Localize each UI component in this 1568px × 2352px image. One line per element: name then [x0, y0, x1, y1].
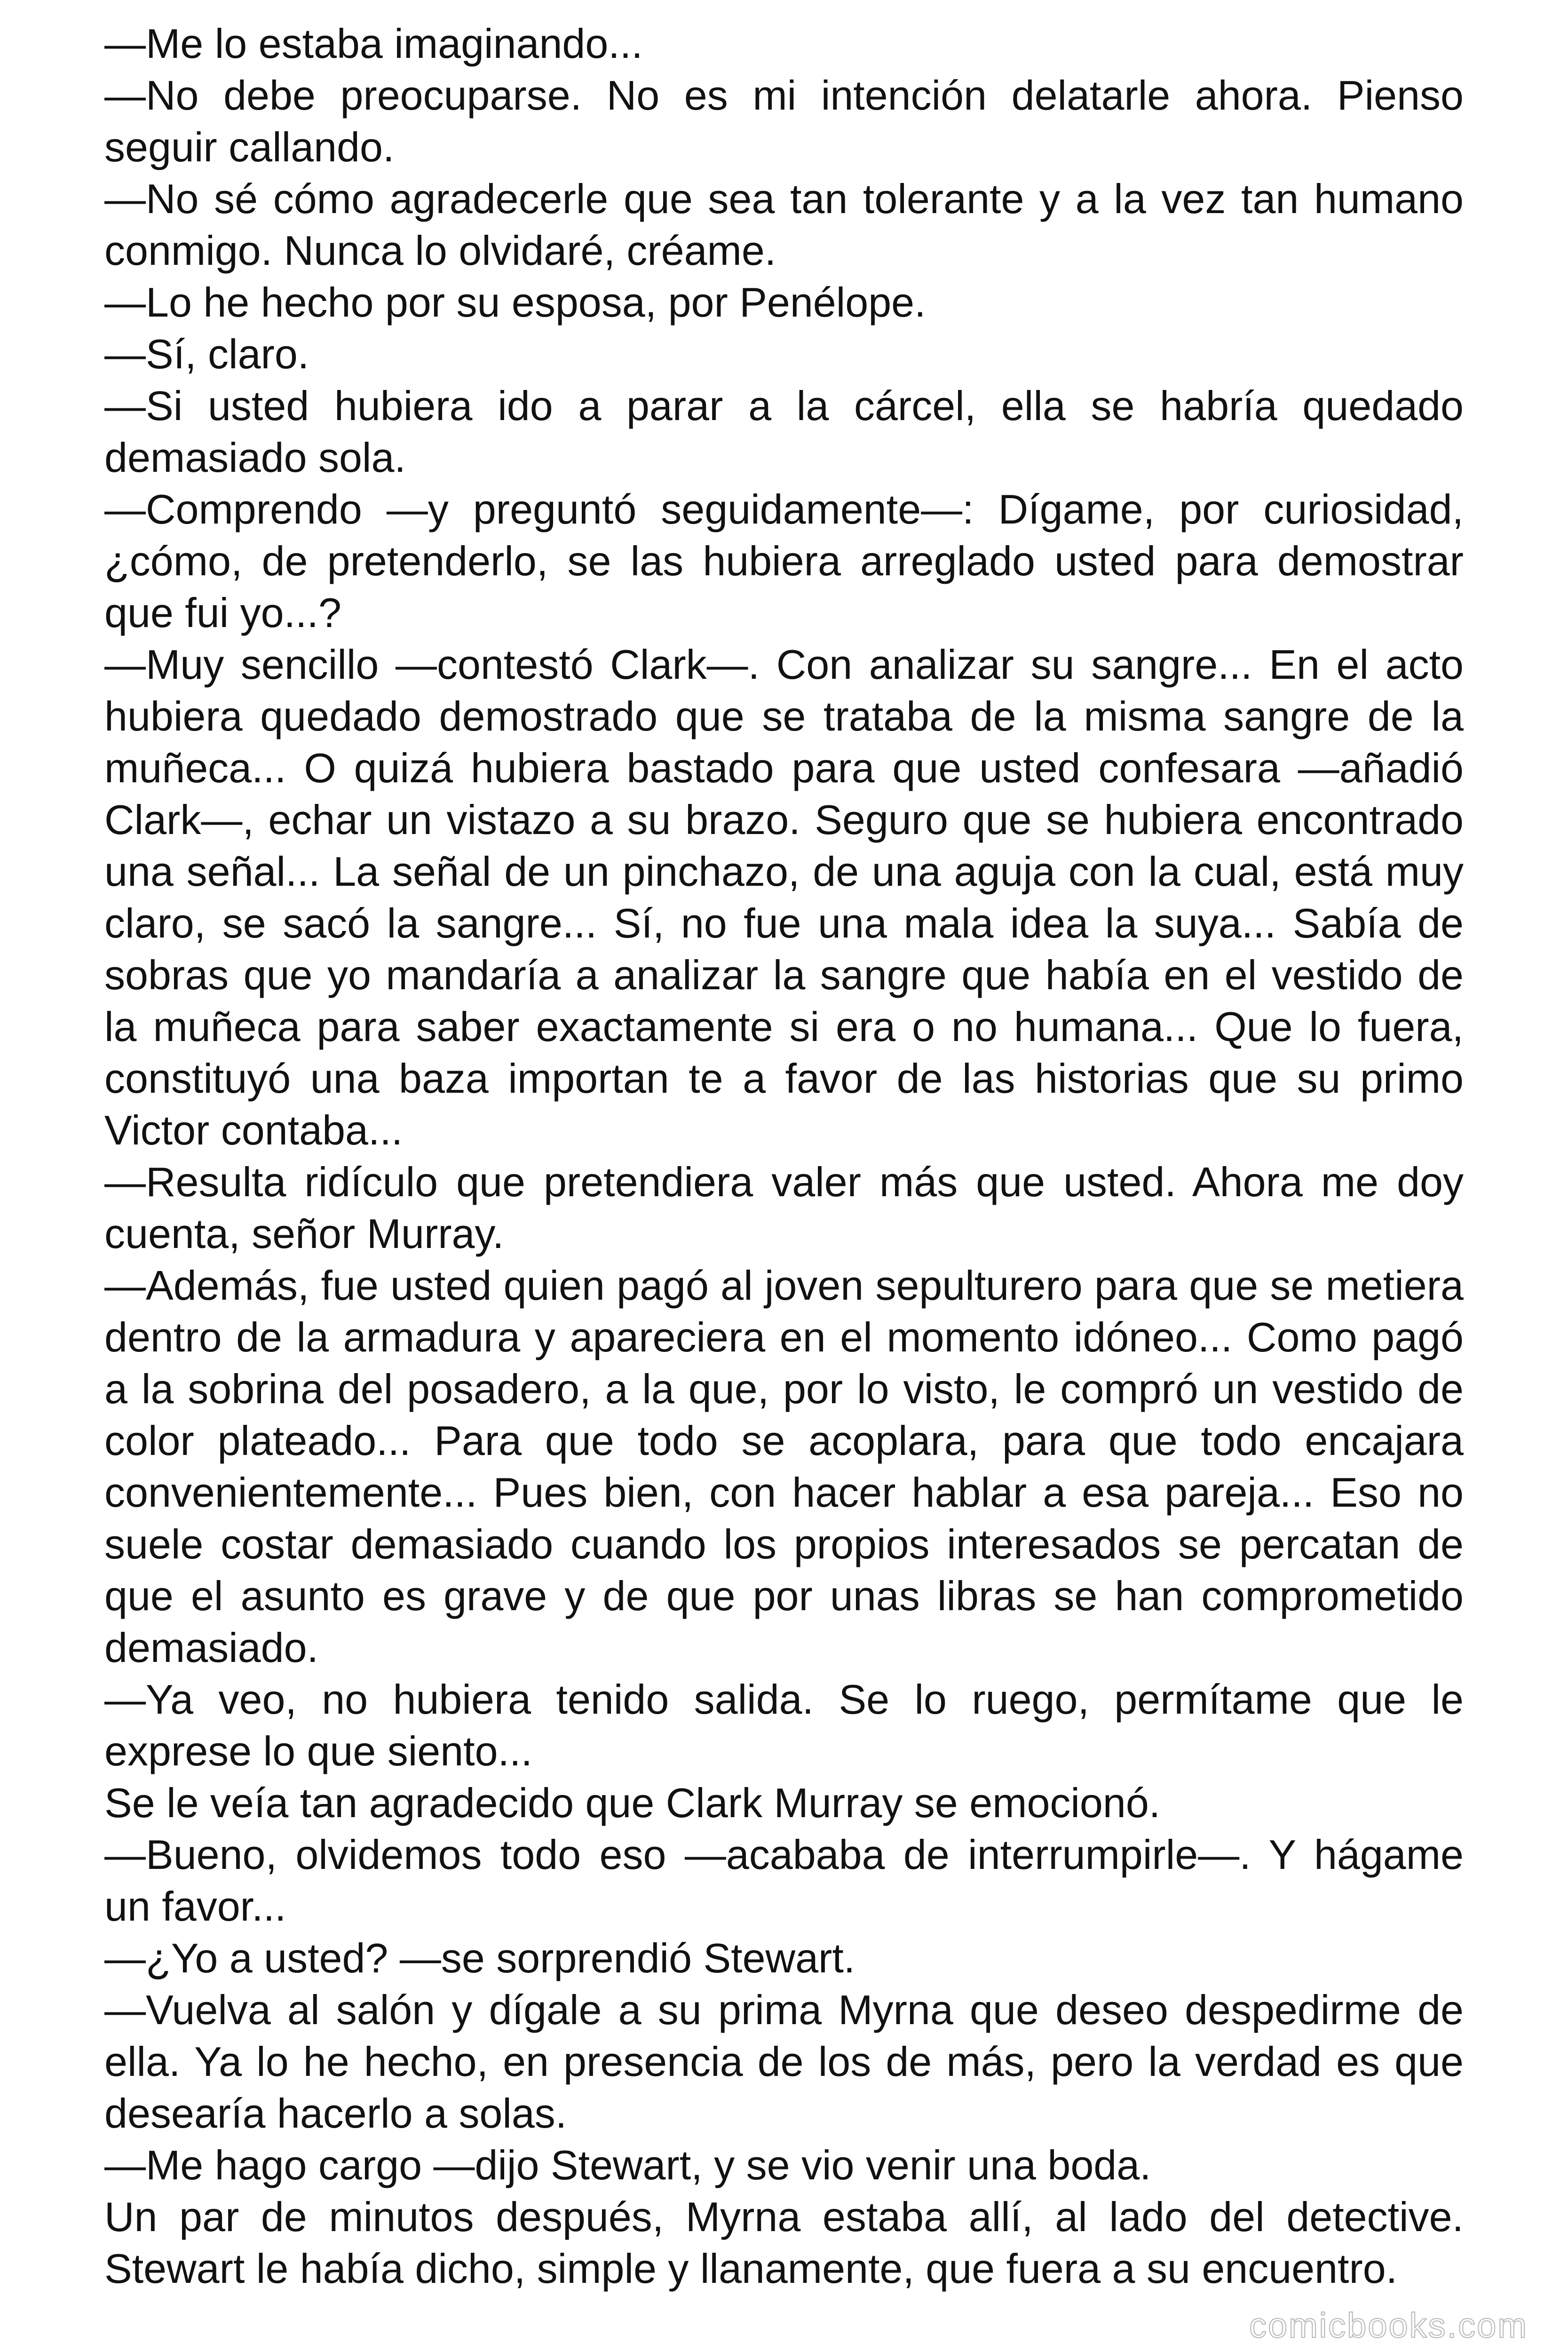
paragraph: —No sé cómo agradecerle que sea tan tolerante y a la vez tan humano conmigo. Nunca lo olvidaré, créame.: [104, 175, 1464, 274]
page-text: [104, 18, 1464, 2313]
paragraph: —Me hago cargo —dijo Stewart, y se vio venir una boda.: [104, 2142, 1151, 2188]
paragraph: —Además, fue usted quien pagó al joven sepulturero para que se metiera dentro de la armadura y apareciera en el momento idóneo... Como pagó a la sobrina del posadero, a la que, por lo visto, le compró un vestido de color plateado... Para que todo se acoplara, para que todo encajara convenientemente... Pues bien, con hacer hablar a esa pareja... Eso no suele costar demasiado cuando los propios interesados se percatan de que el asunto es grave y de que por unas libras se han comprometido demasiado.: [104, 1262, 1464, 1671]
paragraph: Se le veía tan agradecido que Clark Murray se emocionó.: [104, 1780, 1161, 1826]
paragraph: —Si usted hubiera ido a parar a la cárcel, ella se habría quedado demasiado sola.: [104, 382, 1464, 481]
paragraph: —¿Yo a usted? —se sorprendió Stewart.: [104, 1935, 855, 1981]
paragraph: —Sí, claro.: [104, 331, 309, 377]
paragraph: —Comprendo —y preguntó seguidamente—: Dígame, por curiosidad, ¿cómo, de pretenderlo, se las hubiera arreglado usted para demostrar que fui yo...?: [104, 486, 1464, 636]
paragraph: —No debe preocuparse. No es mi intención delatarle ahora. Pienso seguir callando.: [104, 72, 1464, 170]
paragraph: —Resulta ridículo que pretendiera valer más que usted. Ahora me doy cuenta, señor Murray.: [104, 1159, 1464, 1257]
paragraph: —Muy sencillo —contestó Clark—. Con analizar su sangre... En el acto hubiera quedado demostrado que se trataba de la misma sangre de la muñeca... O quizá hubiera bastado para que usted confesara —añadió Clark—, echar un vistazo a su brazo. Seguro que se hubiera encontrado una señal... La señal de un pinchazo, de una aguja con la cual, está muy claro, se sacó la sangre... Sí, no fue una mala idea la suya... Sabía de sobras que yo mandaría a analizar la sangre que había en el vestido de la muñeca para saber exactamente si era o no humana... Que lo fuera, constituyó una baza importan te a favor de las historias que su primo Victor contaba...: [104, 641, 1464, 1153]
paragraph: —Ya veo, no hubiera tenido salida. Se lo ruego, permítame que le exprese lo que siento...: [104, 1676, 1464, 1774]
paragraph: —Lo he hecho por su esposa, por Penélope.: [104, 279, 926, 326]
paragraph: —Bueno, olvidemos todo eso —acababa de interrumpirle—. Y hágame un favor...: [104, 1831, 1464, 1930]
paragraph: —Me lo estaba imaginando...: [104, 20, 643, 67]
paragraph: —Vuelva al salón y dígale a su prima Myrna que deseo despedirme de ella. Ya lo he hecho, en presencia de los de más, pero la verdad es que desearía hacerlo a solas.: [104, 1986, 1464, 2137]
watermark: comicbooks.com: [1249, 2306, 1528, 2345]
paragraph: Un par de minutos después, Myrna estaba allí, al lado del detective. Stewart le había dicho, simple y llanamente, que fuera a su encuentro.: [104, 2193, 1464, 2292]
